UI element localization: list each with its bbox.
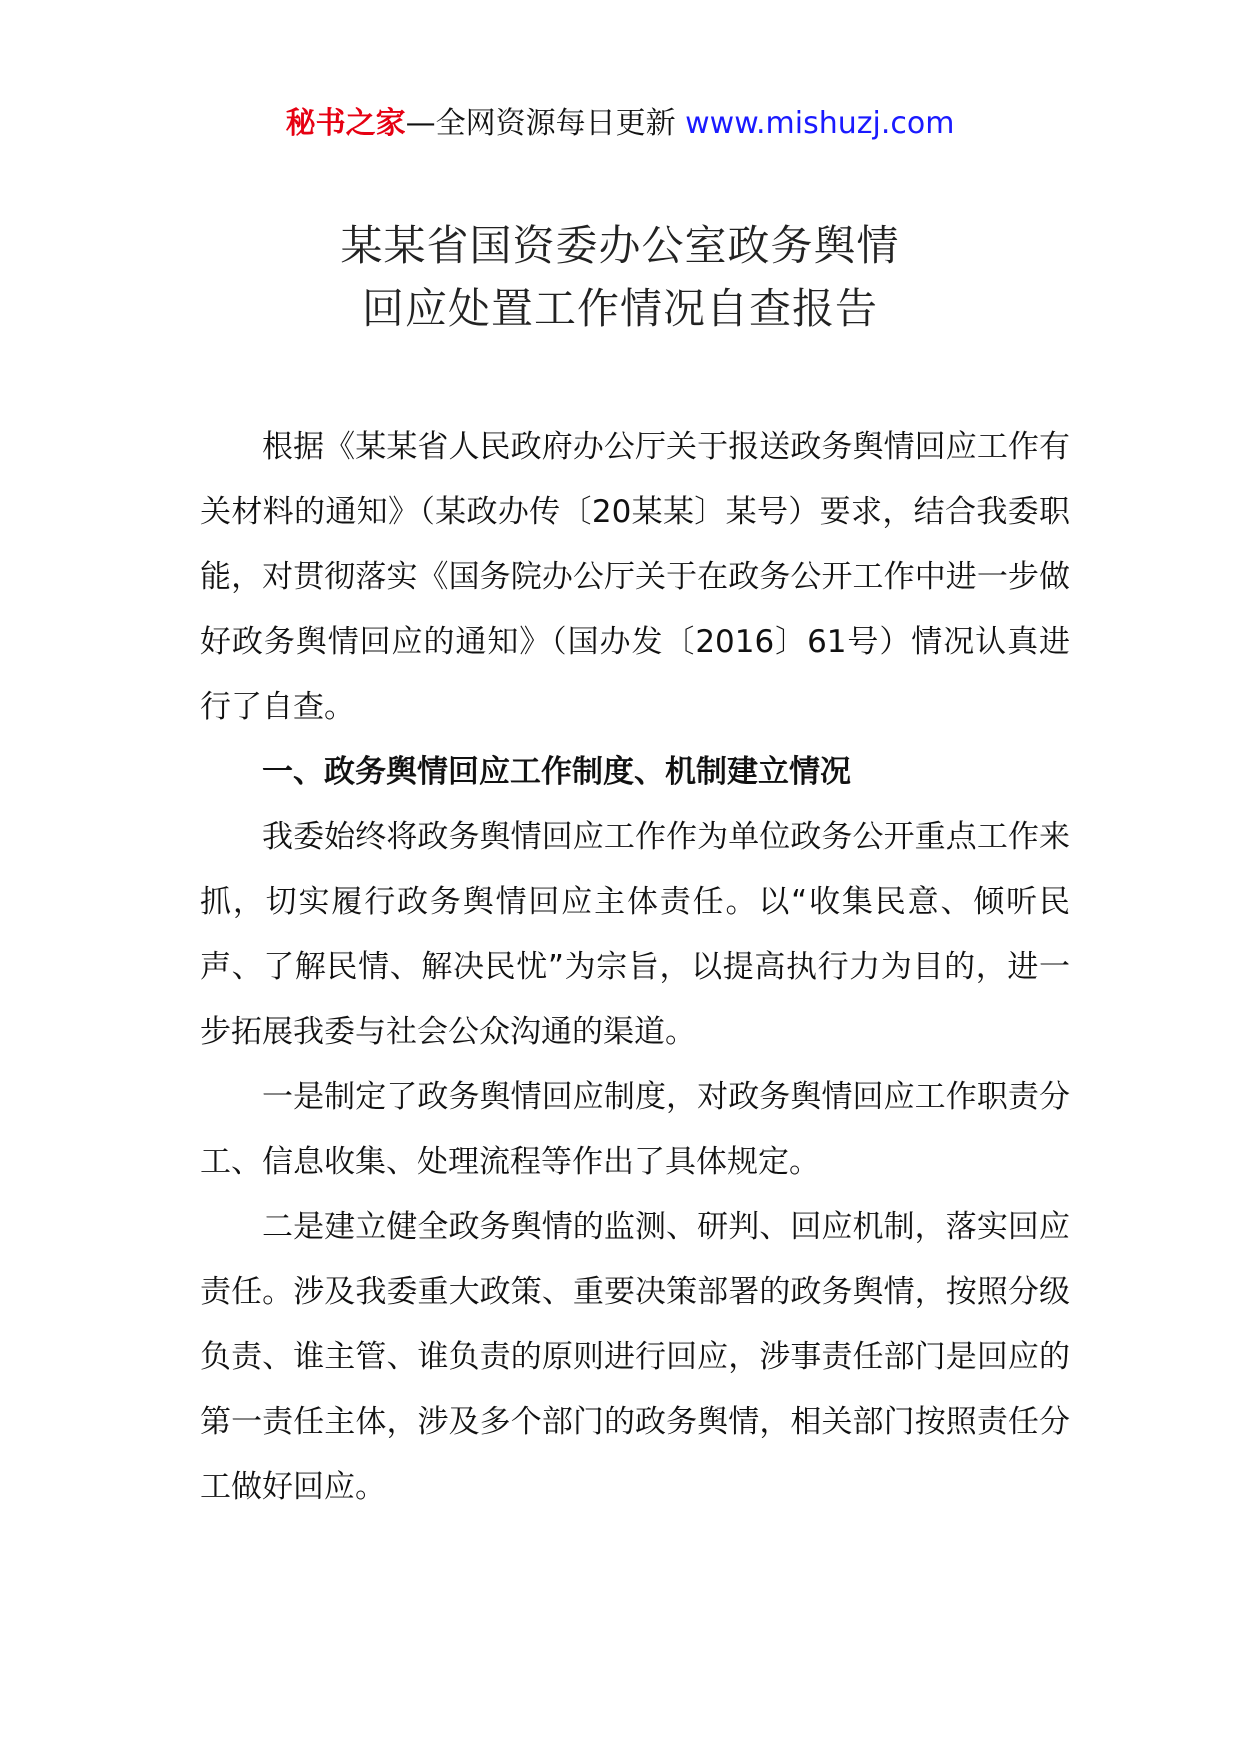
- body-paragraph: 一是制定了政务舆情回应制度，对政务舆情回应工作职责分工、信息收集、处理流程等作出了具体规定。: [200, 1079, 1070, 1180]
- site-header: [0, 100, 1240, 148]
- document-title: [0, 214, 1240, 340]
- document-title-line-2: 回应处置工作情况自查报告: [361, 284, 878, 333]
- document-title-line-1: 某某省国资委办公室政务舆情: [340, 221, 900, 270]
- document-body: [200, 415, 1070, 1520]
- body-paragraph: 根据《某某省人民政府办公厅关于报送政务舆情回应工作有关材料的通知》（某政办传〔20某某〕某号）要求，结合我委职能，对贯彻落实《国务院办公厅关于在政务公开工作中进一步做好政务舆情回应的通知》（国办发〔2016〕61号）情况认真进行了自查。: [200, 429, 1070, 725]
- site-url-link[interactable]: www.mishuzj.com: [685, 106, 955, 141]
- site-brand: 秘书之家: [285, 106, 406, 141]
- site-slogan: —全网资源每日更新: [405, 106, 676, 141]
- body-paragraph: 二是建立健全政务舆情的监测、研判、回应机制，落实回应责任。涉及我委重大政策、重要决策部署的政务舆情，按照分级负责、谁主管、谁负责的原则进行回应，涉事责任部门是回应的第一责任主体，涉及多个部门的政务舆情，相关部门按照责任分工做好回应。: [200, 1209, 1070, 1505]
- section-heading: 一、政务舆情回应工作制度、机制建立情况: [262, 754, 851, 790]
- body-paragraph: 我委始终将政务舆情回应工作作为单位政务公开重点工作来抓，切实履行政务舆情回应主体责任。以“收集民意、倾听民声、了解民情、解决民忧”为宗旨，以提高执行力为目的，进一步拓展我委与社会公众沟通的渠道。: [200, 819, 1070, 1050]
